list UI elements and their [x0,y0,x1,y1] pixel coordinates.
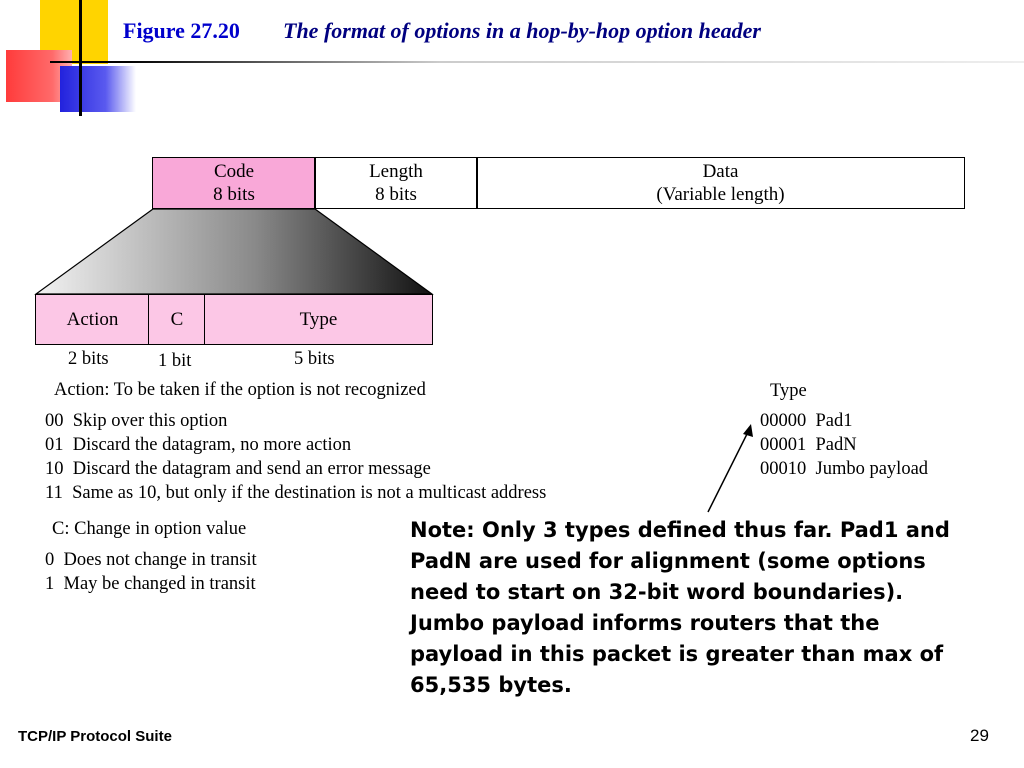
note-arrow-head [743,424,753,437]
code-field-size: 8 bits [213,184,255,205]
figure-label: Figure 27.20 [123,18,240,43]
action-field-size: 2 bits [68,349,109,369]
action-legend-item: 10 Discard the datagram and send an error message [45,459,431,479]
length-field-name: Length [369,161,423,182]
type-field-name: Type [299,309,338,330]
length-field [314,157,478,209]
action-legend-item: 00 Skip over this option [45,411,228,431]
length-field-size: 8 bits [375,184,417,205]
action-legend-item: 01 Discard the datagram, no more action [45,435,352,455]
data-field-size: (Variable length) [656,184,785,205]
c-field [148,294,206,345]
c-legend-heading: C: Change in option value [52,519,247,539]
c-legend-item: 1 May be changed in transit [45,574,256,594]
c-field-name: C [170,309,184,330]
note-arrow-line [708,430,749,512]
action-legend-heading: Action: To be taken if the option is not recognized [54,380,426,400]
footer-text: TCP/IP Protocol Suite [18,728,172,745]
action-field [35,294,150,345]
c-legend-item: 0 Does not change in transit [45,550,257,570]
note-text [410,515,970,701]
figure-title: The format of options in a hop-by-hop option header [283,18,761,43]
type-legend-item: 00010 Jumbo payload [760,459,929,479]
type-field [204,294,433,345]
action-legend-item: 11 Same as 10, but only if the destination is not a multicast address [45,483,547,503]
page-number: 29 [970,726,989,745]
note-line-2: Jumbo payload informs routers that the payload in this packet is greater than max of 65,535 bytes. [410,611,944,697]
data-field [476,157,965,209]
type-legend-item: 00000 Pad1 [760,411,853,431]
data-field-name: Data [702,161,739,182]
c-field-size: 1 bit [158,351,192,371]
note-line-1: Note: Only 3 types defined thus far. Pad1 and PadN are used for alignment (some options need to start on 32-bit word boundaries). [410,518,950,604]
type-field-size: 5 bits [294,349,335,369]
action-field-name: Action [66,309,119,330]
code-field-name: Code [213,161,255,182]
expansion-trapezoid [36,209,432,294]
type-legend-item: 00001 PadN [760,435,857,455]
code-field [152,157,316,209]
type-legend-heading: Type [770,381,807,401]
